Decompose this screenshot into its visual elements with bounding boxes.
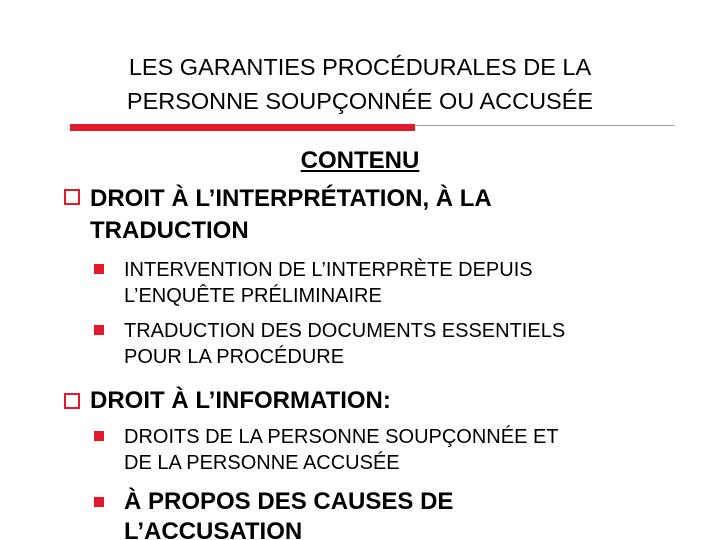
slide-title-line-1: LES GARANTIES PROCÉDURALES DE LA [128,54,592,80]
bullet-item [90,183,492,247]
square-bullet-icon [94,431,104,441]
sub-bullet-item [124,257,533,309]
bullet-item [90,385,391,417]
hollow-square-bullet-icon [64,189,80,205]
sub-bullet-line: INTERVENTION DE L’INTERPRÈTE DEPUIS [124,259,533,281]
bullet-item-line: DROIT À L’INFORMATION: [90,387,391,414]
slide-title-line-2: PERSONNE SOUPÇONNÉE OU ACCUSÉE [126,88,594,114]
square-bullet-icon [94,325,104,335]
sub-bullet-line: POUR LA PROCÉDURE [124,346,345,368]
sub-bullet-line: DROITS DE LA PERSONNE SOUPÇONNÉE ET [124,426,559,448]
sub-bullet-line: L’ENQUÊTE PRÉLIMINAIRE [124,285,382,307]
sub-bullet-line: À PROPOS DES CAUSES DE [124,488,454,515]
sub-bullet-line: TRADUCTION DES DOCUMENTS ESSENTIELS [124,320,566,342]
square-bullet-icon [94,264,104,274]
sub-bullet-item [124,424,559,476]
sub-bullet-line: DE LA PERSONNE ACCUSÉE [124,452,400,474]
bullet-item-line: DROIT À L’INTERPRÉTATION, À LA [90,185,492,212]
title-accent-rule [70,124,415,131]
section-heading: CONTENU [300,147,420,174]
sub-bullet-item [124,487,453,540]
slide-title [40,50,680,118]
bullet-item-line: TRADUCTION [90,217,249,244]
sub-bullet-line: L’ACCUSATION [124,518,303,540]
sub-bullet-item [124,318,565,370]
square-bullet-icon [94,497,104,507]
title-divider-rule [415,125,675,126]
hollow-square-bullet-icon [64,393,80,409]
